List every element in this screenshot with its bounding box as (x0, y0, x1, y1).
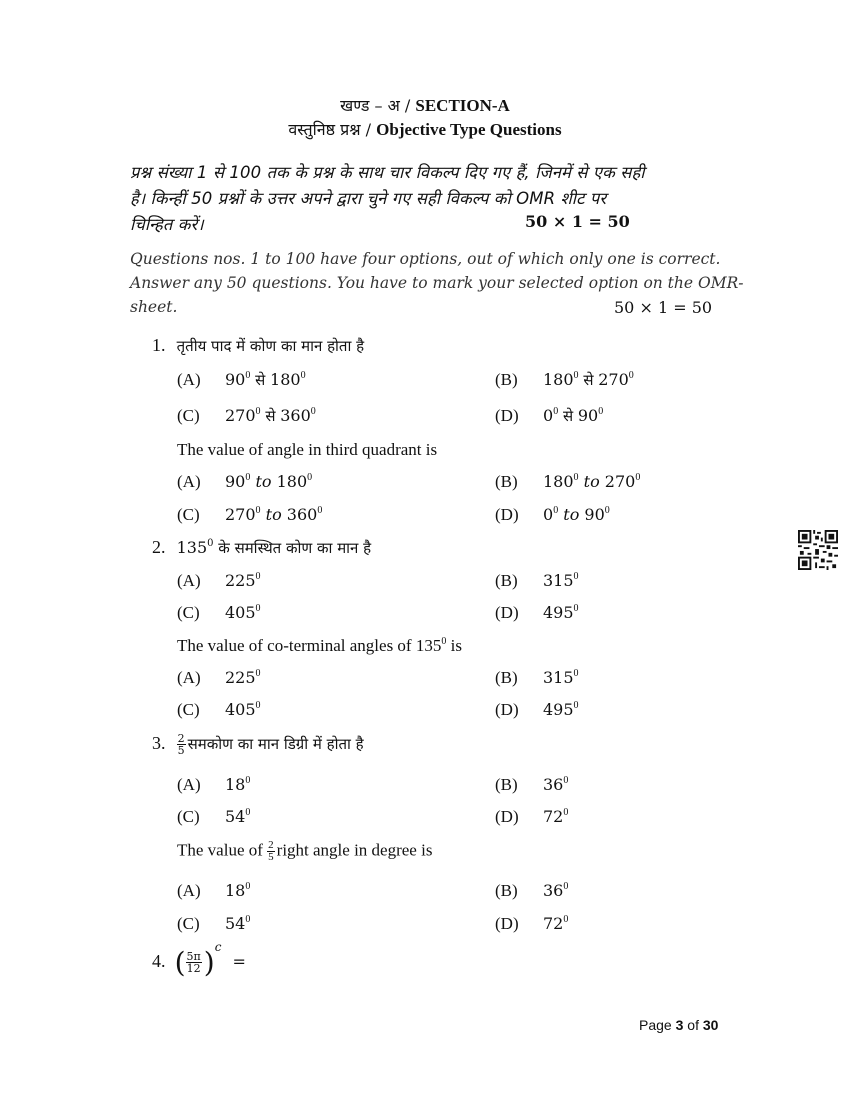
q1-en-option-d: (D) $0^0$ to $90^0$ (495, 505, 610, 524)
q2-en-option-c: (C) $405^0$ (177, 700, 261, 719)
section-subtitle-hi: वस्तुनिष्ठ प्रश्न / (288, 120, 377, 139)
q1-en-option-b: (B) $180^0$ to $270^0$ (495, 472, 641, 491)
instructions-hi-marks: 50 × 1 = 50 (525, 212, 630, 231)
question-text-hi: तृतीय पाद में कोण का मान होता है (176, 337, 365, 355)
q2-en-option-b: (B) $315^0$ (495, 668, 579, 687)
q3-en-option-b: (B) $36^0$ (495, 881, 569, 900)
instructions-hi-line1: प्रश्न संख्या 1 से 100 तक के प्रश्न के साथ चार विकल्प दिए गए हैं, जिनमें से एक सही (130, 163, 645, 182)
q2-hi-option-c: (C) $405^0$ (177, 603, 261, 622)
question-text-hi: समकोण का मान डिग्री में होता है (187, 735, 364, 753)
q1-hi-option-b: (B) $180^0$ से $270^0$ (495, 370, 634, 389)
instructions-en-line1: Questions nos. 1 to 100 have four options, out of which only one is correct. (130, 250, 721, 268)
q3-en-option-c: (C) $54^0$ (177, 914, 251, 933)
q1-en-option-c: (C) $270^0$ to $360^0$ (177, 505, 323, 524)
q1-hi-option-a: (A) $90^0$ से $180^0$ (177, 370, 306, 389)
q3-hi-option-b: (B) $36^0$ (495, 775, 569, 794)
section-title-hi: खण्ड – अ / (340, 96, 416, 115)
q3-hi-option-d: (D) $72^0$ (495, 807, 569, 826)
question-4: 4. ( $\frac{5\pi}{12}$ )$^c$ = (152, 940, 246, 979)
q2-hi-option-a: (A) $225^0$ (177, 571, 261, 590)
q1-hi-option-d: (D) $0^0$ से $90^0$ (495, 406, 604, 425)
question-3 (152, 733, 364, 756)
qr-code-icon (798, 530, 838, 570)
instructions-en-line2: Answer any 50 questions. You have to mark your selected option on the OMR- (130, 274, 744, 292)
question-text-en: The value of co-terminal angles of $135^0$ is (177, 636, 462, 655)
question-number: 1. (152, 335, 166, 355)
section-subtitle (0, 118, 850, 140)
question-text-hi: के समस्थित कोण का मान है (213, 539, 372, 557)
section-title-en: SECTION-A (415, 96, 510, 115)
section-title (0, 94, 850, 116)
q1-en-option-a: (A) $90^0$ to $180^0$ (177, 472, 313, 491)
instructions-hi-line2: है। किन्हीं 50 प्रश्नों के उत्तर अपने द्वारा चुने गए सही विकल्प को OMR शीट पर (130, 189, 607, 208)
question-number: 2. (152, 537, 166, 557)
instructions-en-line3: sheet. (130, 298, 178, 316)
page-number: Page 3 of 30 (639, 1017, 719, 1033)
question-1 (152, 335, 364, 356)
question-number: 3. (152, 733, 166, 753)
instructions-en-marks: 50 × 1 = 50 (614, 298, 713, 317)
q3-en-option-d: (D) $72^0$ (495, 914, 569, 933)
question-number: 4. (152, 951, 166, 971)
q2-hi-option-b: (B) $315^0$ (495, 571, 579, 590)
fraction: $\frac{2}{5}$ (268, 839, 274, 863)
q3-hi-option-a: (A) $18^0$ (177, 775, 251, 794)
q2-en-option-d: (D) $495^0$ (495, 700, 579, 719)
question-text-en: The value of $\frac{2}{5}$ right angle in degree is (177, 839, 433, 863)
fraction: $\frac{2}{5}$ (177, 732, 185, 757)
q3-hi-option-c: (C) $54^0$ (177, 807, 251, 826)
question-2: 2. $135^0$ के समस्थित कोण का मान है (152, 537, 372, 557)
q2-hi-option-d: (D) $495^0$ (495, 603, 579, 622)
q1-hi-option-c: (C) $270^0$ से $360^0$ (177, 406, 316, 425)
q2-en-option-a: (A) $225^0$ (177, 668, 261, 687)
q3-en-option-a: (A) $18^0$ (177, 881, 251, 900)
instructions-hi-line3: चिन्हित करें। (130, 215, 204, 234)
question-text-en: The value of angle in third quadrant is (177, 440, 438, 459)
section-subtitle-en: Objective Type Questions (376, 120, 562, 139)
fraction: $\frac{5\pi}{12}$ (186, 950, 201, 975)
